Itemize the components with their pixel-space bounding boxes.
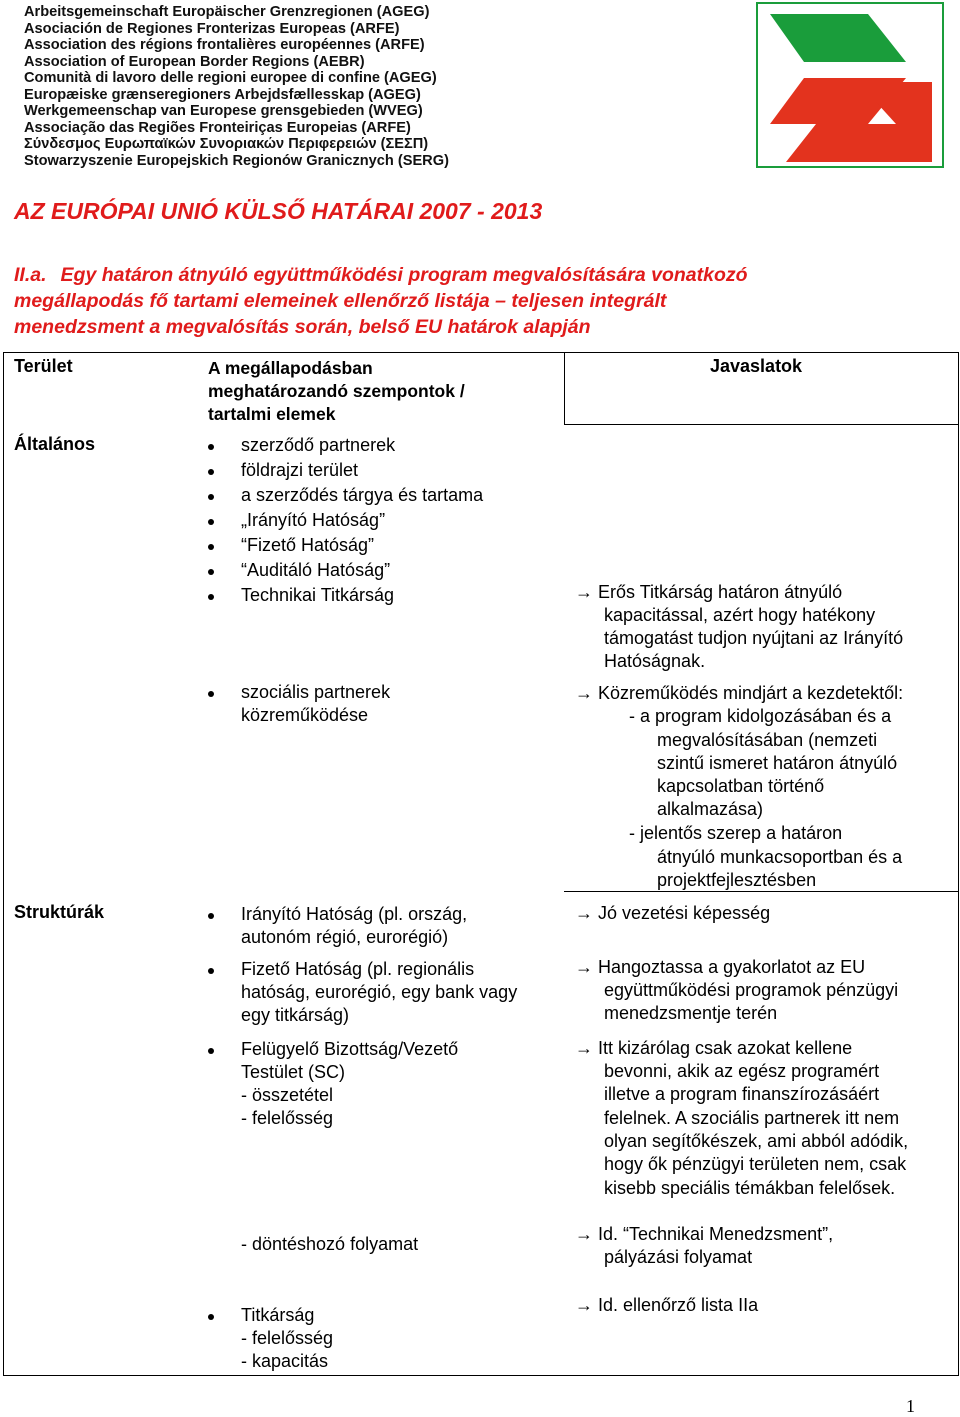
aebr-logo <box>756 2 944 168</box>
suggestion-text: átnyúló munkacsoportban és a <box>657 847 903 867</box>
suggestion-text: felelnek. A szociális partnerek itt nem <box>604 1108 900 1128</box>
suggestion-text: → Jó vezetési képesség <box>575 903 771 923</box>
document-subtitle <box>14 262 944 340</box>
bullet-icon <box>208 494 214 500</box>
list-item: szociális partnerek <box>241 682 391 702</box>
suggestion-text: bevonni, akik az egész programért <box>604 1061 880 1081</box>
column-divider <box>564 352 565 424</box>
list-item: „Irányító Hatóság” <box>241 510 386 530</box>
list-item: földrajzi terület <box>241 460 359 480</box>
suggestion-text: kapacitással, azért hogy hatékony <box>604 605 876 625</box>
bullet-icon <box>208 519 214 525</box>
list-item-continuation: - felelősség <box>241 1108 334 1128</box>
bullet-icon <box>208 544 214 550</box>
page-title: AZ EURÓPAI UNIÓ KÜLSŐ HATÁRAI 2007 - 2013 <box>14 198 543 224</box>
suggestion-text: → Id. “Technikai Menedzsment”, <box>575 1224 834 1244</box>
list-item-continuation: - felelősség <box>241 1328 334 1348</box>
list-item: Fizető Hatóság (pl. regionális <box>241 959 475 979</box>
list-item: Irányító Hatóság (pl. ország, <box>241 904 468 924</box>
org-name: Comunità di lavoro delle regioni europee di confine (AGEG) <box>24 70 437 86</box>
list-item-continuation: közreműködése <box>241 705 369 725</box>
bullet-icon <box>208 444 214 450</box>
org-name: Association des régions frontalières européennes (ARFE) <box>24 37 425 53</box>
section-label: II.a. <box>14 264 47 286</box>
subtitle-line: Egy határon átnyúló együttműködési program megvalósítására vonatkozó <box>60 264 748 286</box>
org-name: Werkgemeenschap van Europese grensgebieden (WVEG) <box>24 103 423 119</box>
header-aspects <box>208 357 465 426</box>
suggestion-text: együttműködési programok pénzügyi <box>604 980 899 1000</box>
org-name: Arbeitsgemeinschaft Europäischer Grenzregionen (AGEG) <box>24 4 430 20</box>
bullet-icon <box>208 594 214 600</box>
suggestion-text: megvalósításában (nemzeti <box>657 730 878 750</box>
header-terulet: Terület <box>14 356 73 376</box>
suggestion-text: → Erős Titkárság határon átnyúló <box>575 582 843 602</box>
list-item: “Fizető Hatóság” <box>241 535 375 555</box>
suggestion-text: → Hangoztassa a gyakorlatot az EU <box>575 957 866 977</box>
bullet-icon <box>208 691 214 697</box>
bullet-icon <box>208 913 214 919</box>
org-name: Europæiske grænseregioners Arbejdsfællesskap (AGEG) <box>24 86 421 103</box>
header-javaslatok: Javaslatok <box>710 356 803 376</box>
bullet-icon <box>208 469 214 475</box>
suggestion-text: hogy ők pénzügyi területen nem, csak <box>604 1154 907 1174</box>
suggestion-text: pályázási folyamat <box>604 1247 753 1267</box>
list-item: szerződő partnerek <box>241 435 396 455</box>
suggestion-text: kisebb speciális témákban felelősek. <box>604 1178 896 1198</box>
subtitle-line: megállapodás fő tartami elemeinek ellenőrző listája – teljesen integrált <box>14 290 667 312</box>
suggestion-text: kapcsolatban történő <box>657 776 825 796</box>
header-aspects-line: meghatározandó szempontok / <box>208 381 465 401</box>
suggestion-text: → Id. ellenőrző lista IIa <box>575 1295 759 1315</box>
org-name: Σύνδεσμος Ευρωπαϊκών Συνοριακών Περιφερειών (ΣΕΣΠ) <box>24 136 429 152</box>
header-aspects-line: tartalmi elemek <box>208 404 336 424</box>
list-item-continuation: - döntéshozó folyamat <box>241 1234 419 1254</box>
suggestion-text: Hatóságnak. <box>604 651 706 671</box>
list-item-continuation: - kapacitás <box>241 1351 329 1371</box>
bullet-icon <box>208 1314 214 1320</box>
row-divider <box>564 424 958 425</box>
org-name: Asociación de Regiones Fronterizas Europeas (ARFE) <box>24 20 400 37</box>
org-name: Associação das Regiões Fronteiriças Europeias (ARFE) <box>24 119 411 136</box>
list-item-continuation: autonóm régió, eurorégió) <box>241 927 449 947</box>
list-item: a szerződés tárgya és tartama <box>241 485 484 505</box>
suggestion-text: - a program kidolgozásában és a <box>629 706 892 726</box>
suggestion-text: menedzsmentje terén <box>604 1003 778 1023</box>
suggestion-text: szintű ismeret határon átnyúló <box>657 753 898 773</box>
header-aspects-line: A megállapodásban <box>208 358 373 378</box>
suggestion-text: → Közreműködés mindjárt a kezdetektől: <box>575 683 904 703</box>
list-item-continuation: - összetétel <box>241 1085 334 1105</box>
list-item: Felügyelő Bizottság/Vezető <box>241 1039 459 1059</box>
list-item: Technikai Titkárság <box>241 585 395 605</box>
bullet-icon <box>208 1048 214 1054</box>
suggestion-text: olyan segítőkészek, ami abból adódik, <box>604 1131 909 1151</box>
suggestion-text: illetve a program finanszírozásáért <box>604 1084 880 1104</box>
suggestion-text: - jelentős szerep a határon <box>629 823 843 843</box>
org-name: Stowarzyszenie Europejskich Regionów Granicznych (SERG) <box>24 152 449 169</box>
organization-list <box>24 4 724 169</box>
suggestion-text: → Itt kizárólag csak azokat kellene <box>575 1038 853 1058</box>
row-label-structures: Struktúrák <box>14 902 105 922</box>
suggestion-text: projektfejlesztésben <box>657 870 817 890</box>
list-item: Titkárság <box>241 1305 315 1325</box>
row-label-general: Általános <box>14 434 96 454</box>
list-item-continuation: Testület (SC) <box>241 1062 346 1082</box>
list-item: “Auditáló Hatóság” <box>241 560 391 580</box>
bullet-icon <box>208 569 214 575</box>
suggestion-text: alkalmazása) <box>657 799 764 819</box>
list-item-continuation: egy titkárság) <box>241 1005 350 1025</box>
list-item-continuation: hatóság, eurorégió, egy bank vagy <box>241 982 518 1002</box>
page-number: 1 <box>906 1396 915 1416</box>
subtitle-line: menedzsment a megvalósítás során, belső EU határok alapján <box>14 316 591 338</box>
bullet-icon <box>208 968 214 974</box>
suggestion-text: támogatást tudjon nyújtani az Irányító <box>604 628 904 648</box>
org-name: Association of European Border Regions (AEBR) <box>24 53 365 70</box>
